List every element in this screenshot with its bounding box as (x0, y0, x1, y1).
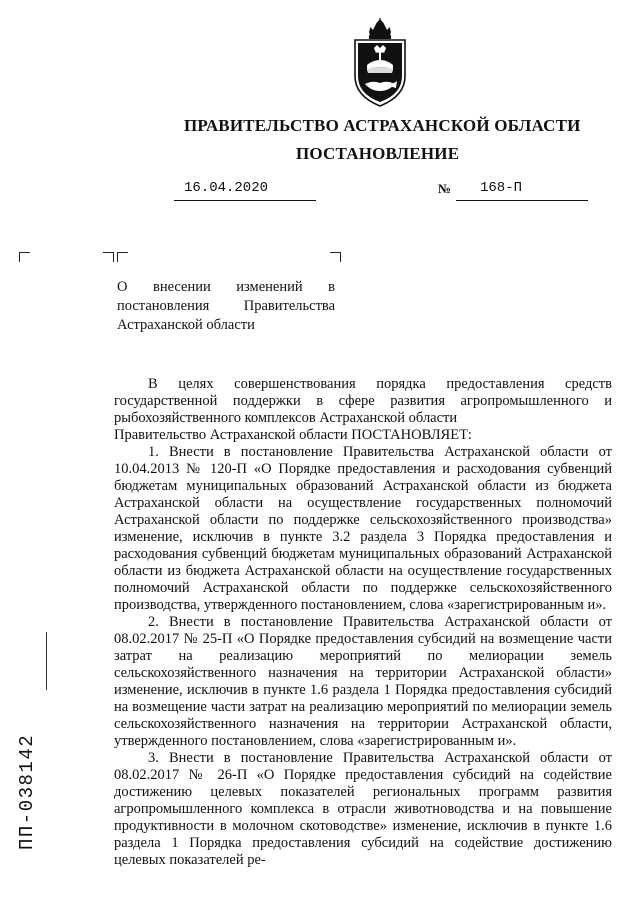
document-subject: О внесении изменений в постановления Правительства Астраханской области (117, 279, 335, 333)
preamble-paragraph: В целях совершенствования порядка предоставления средств государственной поддержки в сфере развития агропромышленного и рыбохозяйственного комплексов Астраханской области (114, 376, 612, 426)
corner-mark (330, 252, 341, 262)
document-body (114, 376, 612, 869)
corner-mark (19, 252, 30, 262)
clause-1: 1. Внести в постановление Правительства Астраханской области от 10.04.2013 № 120-П «О Порядке предоставления и расходования субвенций бюджетам муниципальных образований Астраханской области из бюджета Астраханской области на осуществление государственных полномочий Астраханской области по поддержке сельскохозяйственного производства» изменение, исключив в пункте 3.2 раздела 3 Порядка предоставления и расходования субвенций бюджетам муниципальных образований Астраханской области из бюджета Астраханской области на осуществление государственных полномочий Астраханской области по поддержке сельскохозяйственного производства, утвержденного постановлением, слова «зарегистрированным и». (114, 444, 612, 613)
corner-mark (103, 252, 114, 262)
clause-3: 3. Внести в постановление Правительства Астраханской области от 08.02.2017 № 26-П «О Порядке предоставления субсидий на содействие достижению целевых показателей региональных программ развития агропромышленного комплекса в отрасли животноводства и на повышение продуктивности в молочном скотоводстве» изменение, исключив в пункте 1.6 раздела 1 Порядка предоставления субсидий на содействие достижению целевых показателей ре- (114, 750, 612, 868)
resolution-line: Правительство Астраханской области ПОСТАНОВЛЯЕТ: (114, 427, 472, 443)
organization-title: ПРАВИТЕЛЬСТВО АСТРАХАНСКОЙ ОБЛАСТИ (184, 116, 581, 135)
corner-mark (117, 252, 128, 262)
number-field (456, 178, 588, 201)
clause-2: 2. Внести в постановление Правительства Астраханской области от 08.02.2017 № 25-П «О Порядке предоставления субсидий на возмещение части затрат на реализацию мероприятий по мелиорации земель сельскохозяйственного назначения на территории Астраханской области» изменение, исключив в пункте 1.6 раздела 1 Порядка предоставления субсидий на возмещение части затрат на реализацию мероприятий по мелиорации земель сельскохозяйственного назначения на территории Астраханской области, утвержденного постановлением, слова «зарегистрированным и». (114, 614, 612, 749)
number-label: № (438, 181, 452, 196)
date-field (174, 178, 316, 201)
margin-line (46, 632, 47, 690)
document-type: ПОСТАНОВЛЕНИЕ (296, 144, 460, 163)
document-date: 16.04.2020 (184, 180, 269, 196)
serial-code: ПП-038142 (16, 733, 38, 850)
document-number: 168-П (480, 180, 523, 196)
coat-of-arms-icon (349, 18, 411, 110)
